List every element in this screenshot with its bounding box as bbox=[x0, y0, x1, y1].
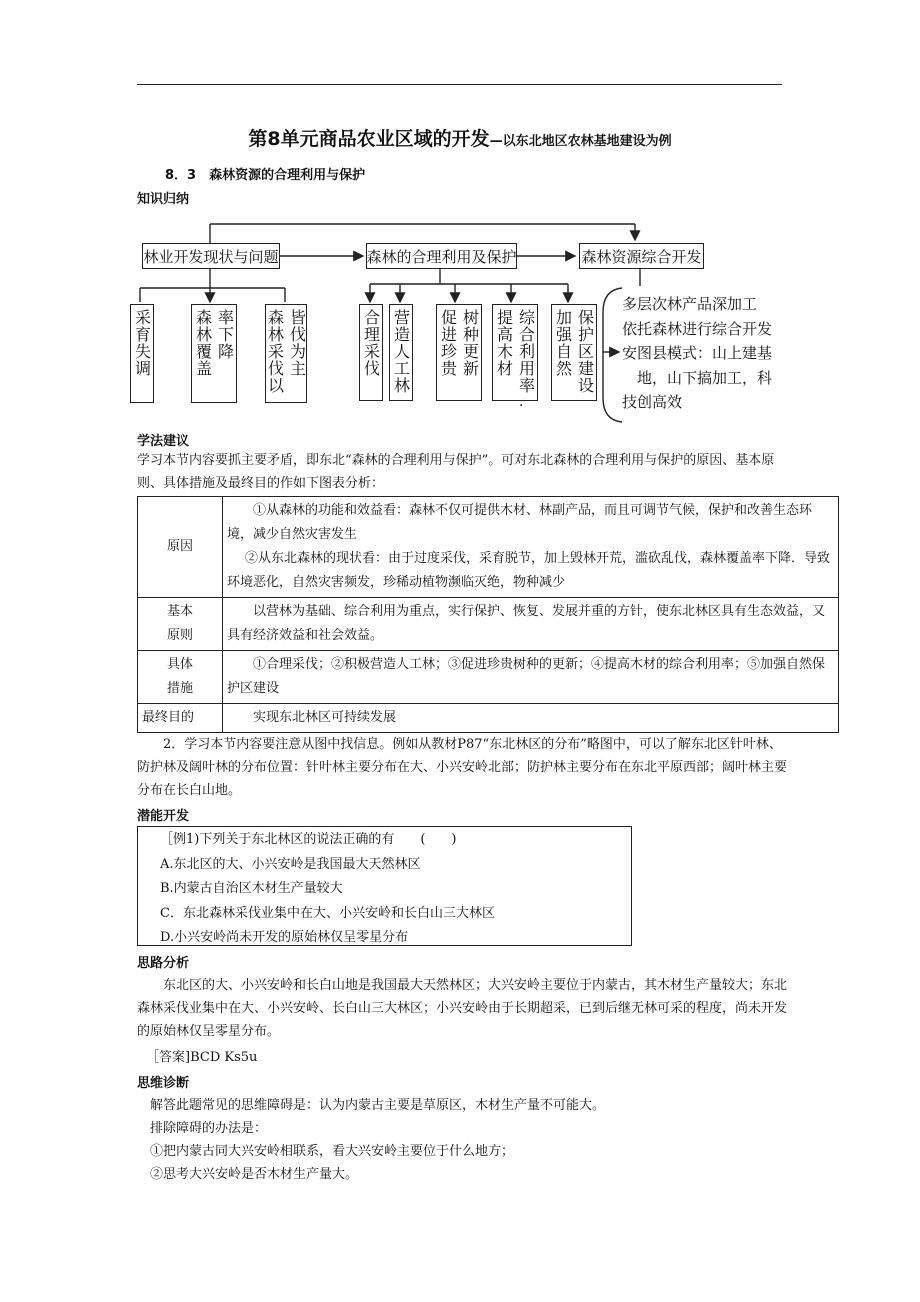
box-forestry-status: 林业开发现状与问题 bbox=[142, 243, 280, 269]
diagnosis-line: ②思考大兴安岭是否木材生产量大。 bbox=[150, 1167, 359, 1182]
principle-line: 以营林为基础、综合利用为重点，实行保护、恢复、发展并重的方针，使东北林区具有生态效益，又具有经济效益和社会效益。 bbox=[227, 604, 826, 643]
table-row bbox=[138, 651, 839, 704]
col-mismatch: 采育失调 bbox=[130, 304, 154, 403]
col-coverage-decline: 率下降 森林覆盖 bbox=[191, 304, 237, 403]
answer-text: ［答案]BCD Ks5u bbox=[146, 1050, 258, 1065]
example-option: A.东北区的大、小兴安岭是我国最大天然林区 bbox=[160, 856, 421, 872]
col-reserve: 保护区建设 加强自然 bbox=[551, 304, 597, 401]
section-number: 8．3 森林资源的合理利用与保护 bbox=[165, 168, 366, 183]
side-line: 依托森林进行综合开发 bbox=[622, 319, 773, 338]
row-key-text: 基本原则 bbox=[166, 604, 193, 643]
diagnosis-line: 解答此题常见的思维障碍是：认为内蒙古主要是草原区，木材生产量不可能大。 bbox=[150, 1098, 606, 1113]
row-value bbox=[223, 704, 839, 733]
example-box bbox=[137, 826, 632, 946]
header-rule bbox=[137, 84, 782, 85]
col-rational-cut: 合理采伐 bbox=[359, 304, 383, 401]
side-line: 安图县模式：山上建基 bbox=[622, 344, 773, 362]
row-key bbox=[138, 598, 223, 651]
diagnosis-body bbox=[150, 1094, 790, 1186]
method-point2: 2．学习本节内容要注意从图中找信息。例如从教材P87“东北林区的分布”略图中，可以了解东北区针叶林、防护林及阔叶林的分布位置：针叶林主要分布在大、小兴安岭北部；防护林主要分布在东北平原西部；阔叶林主要分布在长白山地。 bbox=[137, 737, 788, 798]
row-value bbox=[223, 598, 839, 651]
side-line: 多层次林产品深加工 bbox=[622, 295, 758, 313]
col-plantation: 营造人工林 bbox=[389, 304, 413, 401]
example-question: ［例1)下列关于东北林区的说法正确的有 ( ) bbox=[160, 832, 457, 847]
col-utilization: 综合利用率 提高木材 bbox=[492, 304, 538, 401]
reason-line: ②从东北森林的现状看：由于过度采伐，采育脱节，加上毁林开荒，滥砍乱伐，森林覆盖率下降．导致环境恶化，自然灾害频发，珍稀动植物濒临灭绝，物种减少 bbox=[227, 551, 831, 590]
title-sub: —以东北地区农林基地建设为例 bbox=[489, 134, 672, 149]
table-row bbox=[138, 598, 839, 651]
box-rational-use: 森林的合理利用及保护 bbox=[366, 243, 517, 269]
row-key: 最终目的 bbox=[138, 704, 223, 733]
example-option: C．东北森林采伐业集中在大、小兴安岭和长白山三大林区 bbox=[160, 905, 495, 921]
example-option: B.内蒙古自治区木材生产量较大 bbox=[160, 881, 343, 896]
box-comprehensive-dev: 森林资源综合开发 bbox=[579, 243, 704, 269]
title-main: 第8单元商品农业区域的开发 bbox=[248, 128, 490, 150]
col-rare-species: 树种更新 促进珍贵 bbox=[436, 304, 482, 401]
side-line: 地，山下搞加工，科 bbox=[637, 368, 773, 387]
example-option: D.小兴安岭尚未开发的原始林仅呈零星分布 bbox=[160, 930, 409, 945]
side-line: 技创高效 bbox=[622, 393, 683, 411]
diagnosis-line: ①把内蒙古同大兴安岭相联系，看大兴安岭主要位于什么地方； bbox=[150, 1144, 515, 1159]
page-title bbox=[0, 124, 920, 151]
table-row bbox=[138, 497, 839, 598]
diagnosis-line: 排除障碍的办法是： bbox=[150, 1121, 268, 1136]
table-row bbox=[138, 704, 839, 733]
diagnosis-heading: 思维诊断 bbox=[137, 1076, 190, 1091]
potential-heading: 潜能开发 bbox=[137, 809, 190, 824]
method-intro: 学习本节内容要抓主要矛盾，即东北“森林的合理利用与保护”。可对东北森林的合理利用与保护的原因、基本原则、具体措施及最终目的作如下图表分析： bbox=[137, 453, 775, 491]
row-value bbox=[223, 497, 839, 598]
method-heading: 学法建议 bbox=[137, 434, 190, 449]
row-key-text: 具体措施 bbox=[166, 657, 193, 696]
analysis-heading: 思路分析 bbox=[137, 956, 190, 971]
row-key bbox=[138, 651, 223, 704]
row-value bbox=[223, 651, 839, 704]
goal-line: 实现东北林区可持续发展 bbox=[253, 710, 397, 725]
knowledge-heading: 知识归纳 bbox=[137, 192, 190, 207]
row-key: 原因 bbox=[138, 497, 223, 598]
diagram-dot: · bbox=[519, 398, 524, 414]
analysis-table bbox=[137, 496, 839, 733]
reason-line: ①从森林的功能和效益看：森林不仅可提供木材、林副产品，而且可调节气候，保护和改善生态环境，减少自然灾害发生 bbox=[227, 503, 813, 542]
analysis-text: 东北区的大、小兴安岭和长白山地是我国最大天然林区；大兴安岭主要位于内蒙古，其木材生产量较大；东北森林采伐业集中在大、小兴安岭、长白山三大林区；小兴安岭由于长期超采，已到后继无林可采的程度，尚未开发的原始林仅呈零星分布。 bbox=[137, 978, 788, 1039]
diagram-side-notes bbox=[622, 292, 772, 415]
measure-line: ①合理采伐；②积极营造人工林；③促进珍贵树种的更新；④提高木材的综合利用率；⑤加强自然保护区建设 bbox=[227, 657, 826, 696]
col-clearcut: 皆伐为主 森林采伐以 bbox=[265, 304, 307, 403]
